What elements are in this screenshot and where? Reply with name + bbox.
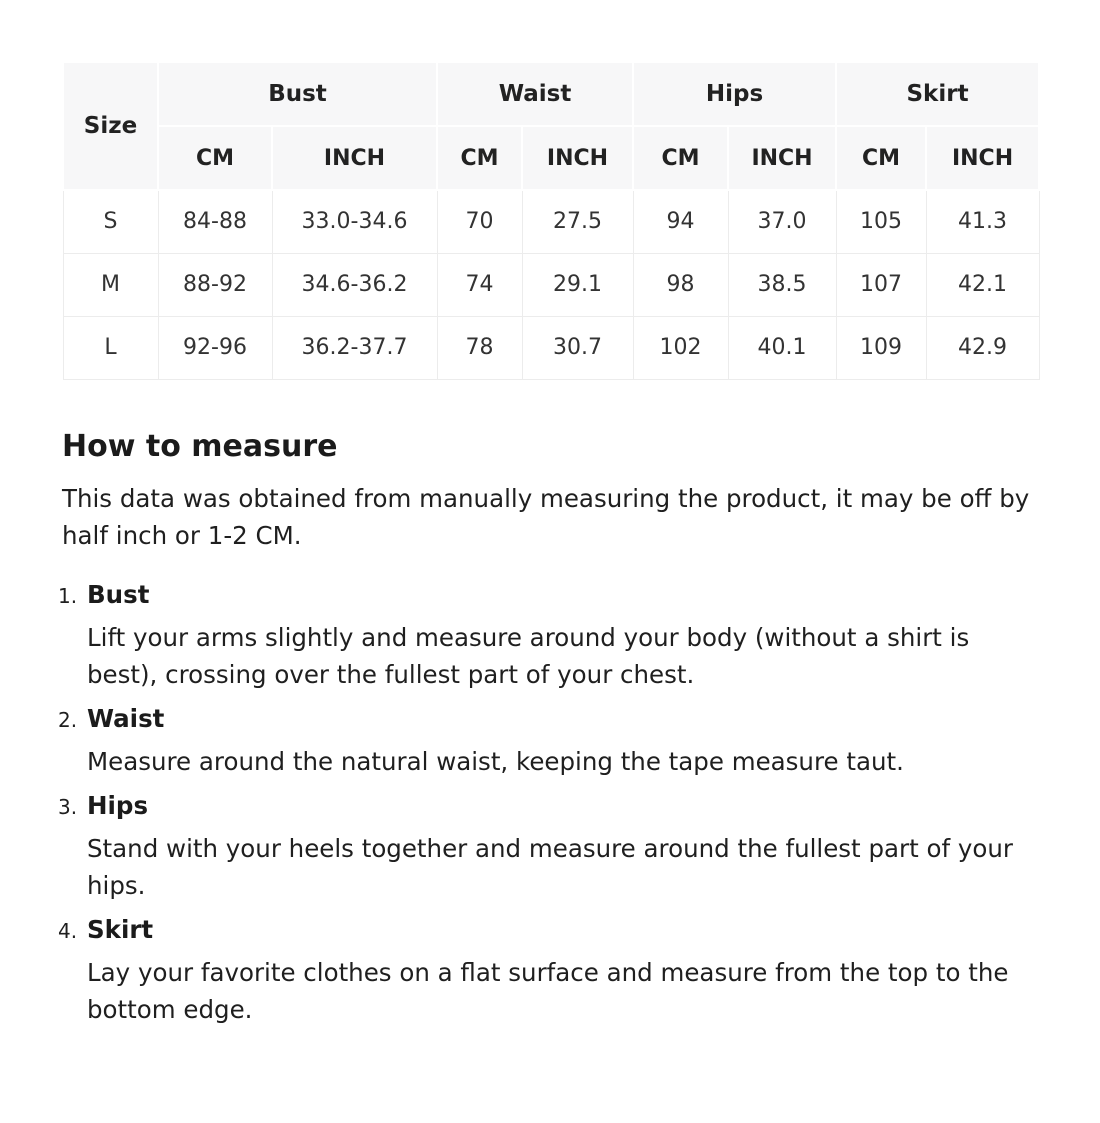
- unit-header-waist-inch: INCH: [522, 126, 633, 190]
- data-cell-skirt-cm: 107: [836, 253, 926, 316]
- data-cell-waist-inch: 27.5: [522, 190, 633, 253]
- data-cell-hips-cm: 98: [633, 253, 728, 316]
- unit-header-skirt-cm: CM: [836, 126, 926, 190]
- measure-description: Lift your arms slightly and measure around your body (without a shirt is best), crossing over the fullest part of your chest.: [87, 622, 970, 689]
- data-cell-waist-cm: 74: [437, 253, 522, 316]
- measure-term: Skirt: [87, 914, 154, 944]
- unit-header-waist-cm: CM: [437, 126, 522, 190]
- data-cell-bust-cm: 88-92: [158, 253, 272, 316]
- data-cell-hips-inch: 37.0: [728, 190, 836, 253]
- measure-item-bust: [58, 579, 1038, 693]
- size-cell: L: [63, 316, 158, 379]
- size-cell: M: [63, 253, 158, 316]
- measure-intro-text: This data was obtained from manually measuring the product, it may be off by half inch or 1-2 CM.: [62, 483, 1030, 550]
- group-header-waist: Waist: [437, 62, 633, 126]
- list-number: 1.: [58, 583, 78, 608]
- unit-header-row: [63, 126, 1039, 190]
- size-column-header: Size: [63, 62, 158, 190]
- data-cell-waist-cm: 78: [437, 316, 522, 379]
- measure-description: Stand with your heels together and measure around the fullest part of your hips.: [87, 833, 1013, 900]
- measure-item-skirt: [58, 914, 1038, 1028]
- unit-header-hips-inch: INCH: [728, 126, 836, 190]
- unit-header-hips-cm: CM: [633, 126, 728, 190]
- data-cell-skirt-cm: 105: [836, 190, 926, 253]
- data-cell-hips-cm: 102: [633, 316, 728, 379]
- measure-item-hips: [58, 790, 1038, 904]
- measure-term-row: [58, 915, 1038, 944]
- data-cell-bust-cm: 92-96: [158, 316, 272, 379]
- data-cell-waist-inch: 30.7: [522, 316, 633, 379]
- measure-term-row: [58, 704, 1038, 733]
- how-to-measure-heading: How to measure: [62, 428, 338, 464]
- data-cell-skirt-inch: 41.3: [926, 190, 1039, 253]
- data-cell-skirt-inch: 42.1: [926, 253, 1039, 316]
- list-number: 2.: [58, 707, 78, 732]
- measure-term-row: [58, 791, 1038, 820]
- measure-term-row: [58, 580, 1038, 609]
- measure-term: Waist: [87, 703, 165, 733]
- measure-description: Lay your favorite clothes on a flat surface and measure from the top to the bottom edge.: [87, 957, 1009, 1024]
- size-chart-table: [62, 61, 1040, 380]
- measure-item-waist: [58, 703, 1038, 780]
- data-cell-skirt-cm: 109: [836, 316, 926, 379]
- data-cell-bust-cm: 84-88: [158, 190, 272, 253]
- group-header-skirt: Skirt: [836, 62, 1039, 126]
- unit-header-bust-inch: INCH: [272, 126, 437, 190]
- data-cell-hips-cm: 94: [633, 190, 728, 253]
- data-cell-waist-cm: 70: [437, 190, 522, 253]
- data-cell-bust-inch: 33.0-34.6: [272, 190, 437, 253]
- data-cell-hips-inch: 38.5: [728, 253, 836, 316]
- data-cell-skirt-inch: 42.9: [926, 316, 1039, 379]
- list-number: 3.: [58, 794, 78, 819]
- measure-term: Bust: [87, 579, 150, 609]
- group-header-row: [63, 62, 1039, 126]
- measure-description: Measure around the natural waist, keeping the tape measure taut.: [87, 746, 904, 776]
- size-row-s: [63, 190, 1039, 253]
- size-row-l: [63, 316, 1039, 379]
- group-header-hips: Hips: [633, 62, 836, 126]
- size-cell: S: [63, 190, 158, 253]
- data-cell-bust-inch: 34.6-36.2: [272, 253, 437, 316]
- unit-header-bust-cm: CM: [158, 126, 272, 190]
- data-cell-hips-inch: 40.1: [728, 316, 836, 379]
- group-header-bust: Bust: [158, 62, 437, 126]
- measure-term: Hips: [87, 790, 149, 820]
- data-cell-waist-inch: 29.1: [522, 253, 633, 316]
- data-cell-bust-inch: 36.2-37.7: [272, 316, 437, 379]
- measure-steps-list: [58, 579, 1038, 1028]
- list-number: 4.: [58, 918, 78, 943]
- unit-header-skirt-inch: INCH: [926, 126, 1039, 190]
- size-row-m: [63, 253, 1039, 316]
